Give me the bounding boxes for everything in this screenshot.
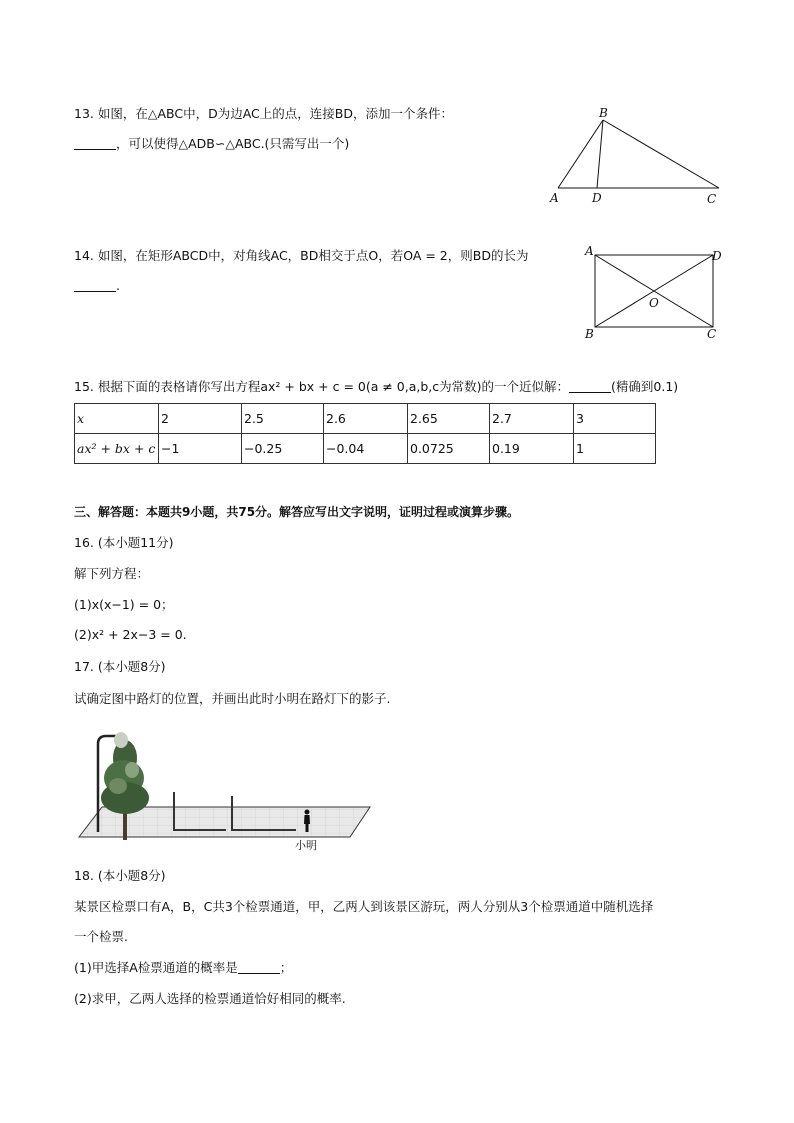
table-cell: x bbox=[75, 404, 159, 434]
table-cell: 1 bbox=[574, 434, 656, 464]
table-cell: 2 bbox=[159, 404, 242, 434]
table-row bbox=[75, 404, 656, 434]
q13-label-a: A bbox=[550, 191, 559, 205]
q13-label-b: B bbox=[599, 106, 608, 120]
q14-answer-blank[interactable] bbox=[74, 279, 116, 292]
q14-label-c: C bbox=[707, 327, 717, 341]
table-cell: −0.04 bbox=[324, 434, 408, 464]
q18-header: 18. (本小题8分) bbox=[74, 868, 166, 883]
section-3-heading: 三、解答题：本题共9小题，共75分。解答应写出文字说明，证明过程或演算步骤。 bbox=[74, 505, 520, 519]
table-cell: 2.5 bbox=[242, 404, 324, 434]
q15-prompt: 15. 根据下面的表格请你写出方程ax² + bx + c = 0(a ≠ 0,a,b,c为常数)的一个近似解： (精确到0.1) bbox=[74, 379, 679, 394]
q15-answer-blank[interactable] bbox=[569, 380, 611, 393]
q16-part1: (1)x(x−1) = 0； bbox=[74, 597, 174, 612]
q13-line1: 13. 如图，在△ABC中，D为边AC上的点，连接BD，添加一个条件： bbox=[74, 106, 453, 121]
table-cell: −0.25 bbox=[242, 434, 324, 464]
table-cell: 0.0725 bbox=[408, 434, 490, 464]
q14-label-b: B bbox=[585, 327, 594, 341]
q18-line1: 某景区检票口有A，B，C共3个检票通道，甲，乙两人到该景区游玩，两人分别从3个检票通道中随机选择 bbox=[74, 899, 654, 914]
table-cell: 3 bbox=[574, 404, 656, 434]
table-cell: −1 bbox=[159, 434, 242, 464]
table-row bbox=[75, 434, 656, 464]
q15-value-table bbox=[74, 403, 656, 464]
q13-label-c: C bbox=[707, 192, 717, 206]
q14-line2: . bbox=[74, 277, 120, 295]
q13-triangle-figure bbox=[540, 100, 730, 210]
q16-intro: 解下列方程： bbox=[74, 566, 150, 581]
q14-label-d: D bbox=[712, 249, 722, 263]
q17-street-scene bbox=[74, 722, 374, 857]
q18-part2: (2)求甲，乙两人选择的检票通道恰好相同的概率. bbox=[74, 991, 346, 1006]
table-cell: 2.7 bbox=[490, 404, 574, 434]
q17-figure-label: 小明 bbox=[295, 839, 317, 852]
q16-part2: (2)x² + 2x−3 = 0. bbox=[74, 627, 187, 642]
q18-answer-blank[interactable] bbox=[238, 961, 280, 974]
q13-answer-blank[interactable] bbox=[74, 137, 116, 150]
q18-part1: (1)甲选择A检票通道的概率是 ； bbox=[74, 960, 293, 975]
q16-header: 16. (本小题11分) bbox=[74, 535, 174, 550]
q17-text: 试确定图中路灯的位置，并画出此时小明在路灯下的影子. bbox=[74, 691, 391, 706]
table-cell: ax² + bx + c bbox=[75, 434, 159, 464]
table-cell: 0.19 bbox=[490, 434, 574, 464]
q17-header: 17. (本小题8分) bbox=[74, 659, 166, 674]
q13-line2: ，可以使得△ADB∽△ABC.(只需写出一个) bbox=[74, 135, 349, 153]
table-cell: 2.65 bbox=[408, 404, 490, 434]
q14-rectangle-figure bbox=[580, 240, 730, 345]
q14-label-o: O bbox=[649, 296, 659, 310]
table-cell: 2.6 bbox=[324, 404, 408, 434]
q18-line2: 一个检票. bbox=[74, 929, 128, 944]
q13-label-d: D bbox=[592, 191, 602, 205]
q14-label-a: A bbox=[585, 244, 594, 258]
q14-line1: 14. 如图，在矩形ABCD中，对角线AC，BD相交于点O，若OA = 2，则BD的长为 bbox=[74, 248, 529, 263]
